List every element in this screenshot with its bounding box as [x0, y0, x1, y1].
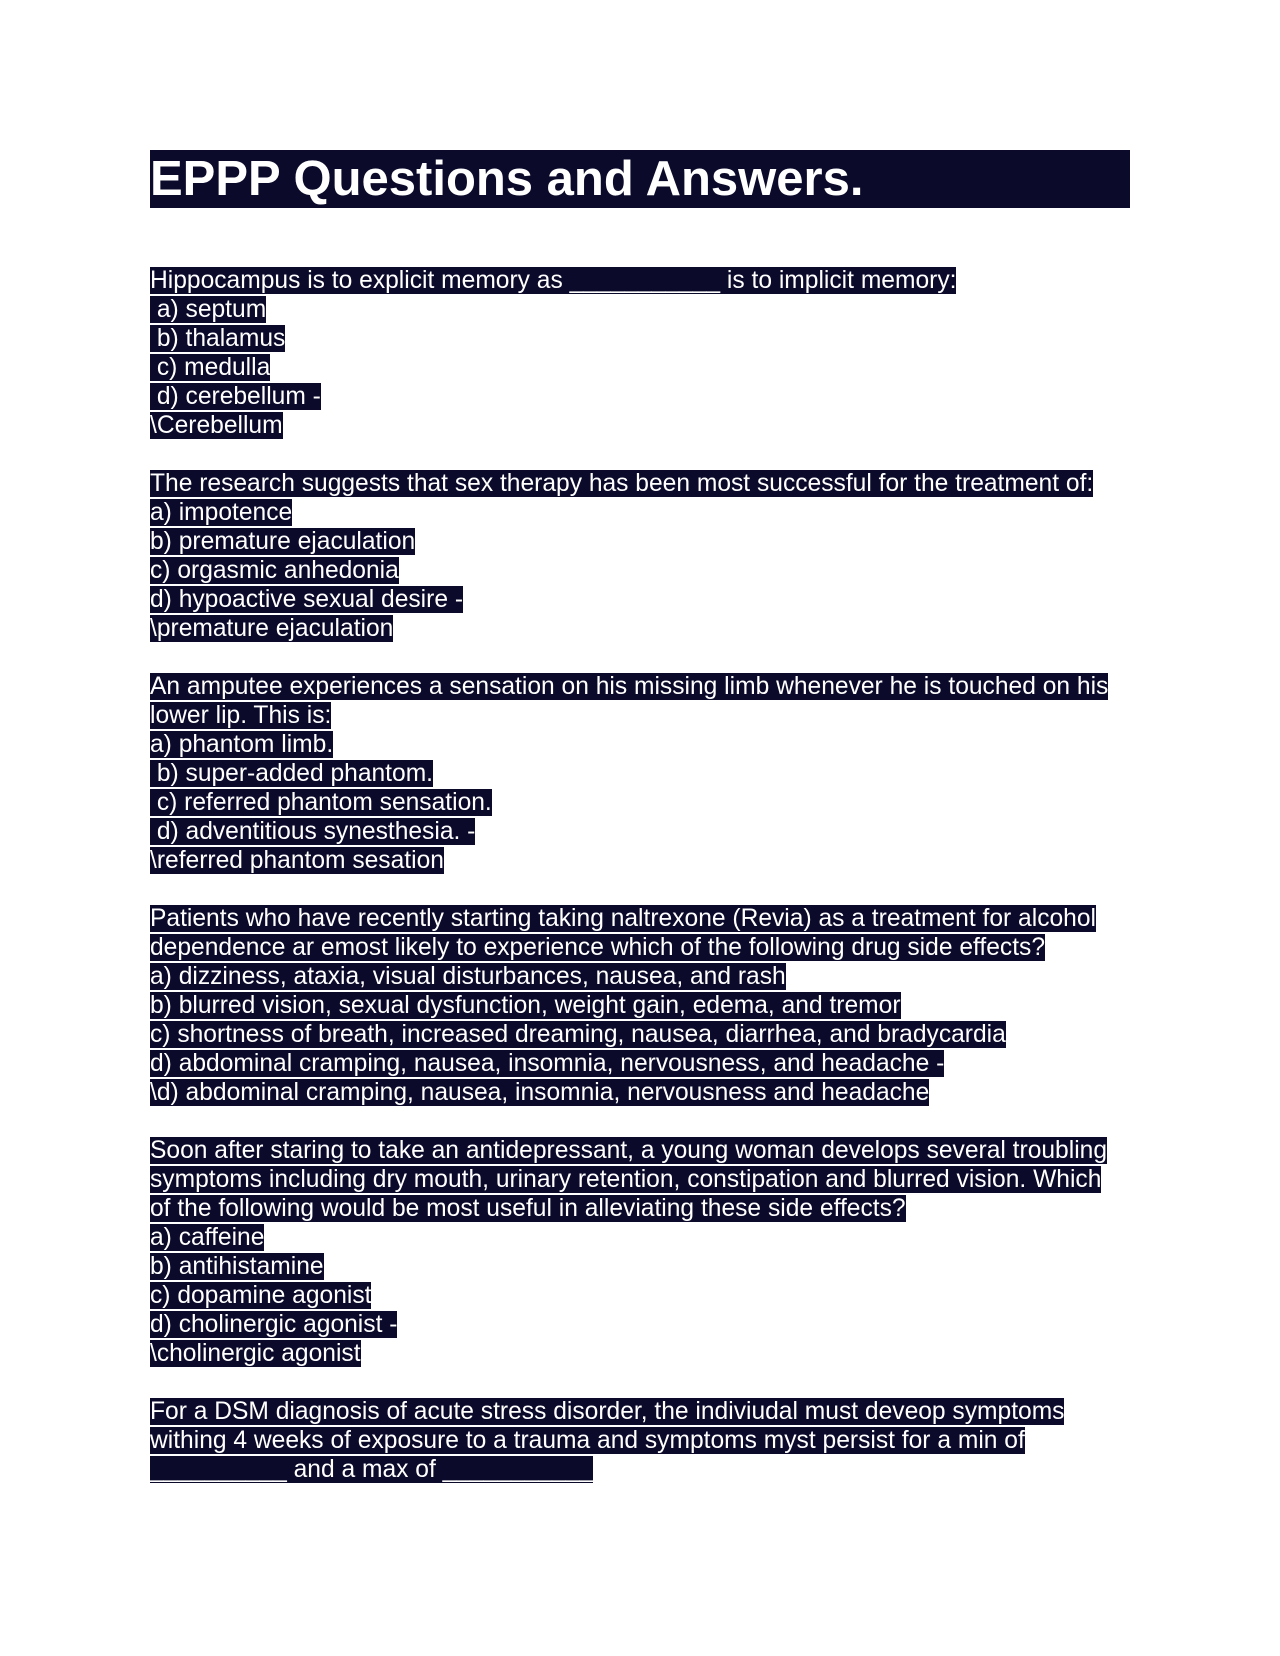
highlighted-text: d) cerebellum -	[150, 383, 321, 410]
question-block	[150, 469, 1130, 643]
question-block	[150, 672, 1130, 875]
highlighted-text: __________ and a max of ___________	[150, 1456, 594, 1483]
text-line	[150, 701, 1130, 730]
highlighted-text: a) septum	[150, 296, 267, 323]
highlighted-text: c) referred phantom sensation.	[150, 789, 492, 816]
highlighted-text: withing 4 weeks of exposure to a trauma and symptoms myst persist for a min of	[150, 1427, 1025, 1454]
highlighted-text: b) premature ejaculation	[150, 528, 416, 555]
text-line	[150, 788, 1130, 817]
highlighted-text: The research suggests that sex therapy has been most successful for the treatment of:	[150, 470, 1094, 497]
question-block	[150, 1397, 1130, 1484]
text-line	[150, 962, 1130, 991]
highlighted-text: b) blurred vision, sexual dysfunction, weight gain, edema, and tremor	[150, 992, 901, 1019]
question-list	[150, 266, 1130, 1484]
text-line	[150, 1223, 1130, 1252]
text-line	[150, 353, 1130, 382]
highlighted-text: c) medulla	[150, 354, 271, 381]
highlighted-text: For a DSM diagnosis of acute stress disorder, the indiviudal must deveop symptoms	[150, 1398, 1065, 1425]
text-line	[150, 469, 1130, 498]
text-line	[150, 1252, 1130, 1281]
text-line	[150, 556, 1130, 585]
text-line	[150, 991, 1130, 1020]
question-block	[150, 1136, 1130, 1368]
highlighted-text: a) caffeine	[150, 1224, 265, 1251]
text-line	[150, 846, 1130, 875]
text-line	[150, 759, 1130, 788]
question-block	[150, 904, 1130, 1107]
highlighted-text: a) dizziness, ataxia, visual disturbances, nausea, and rash	[150, 963, 786, 990]
document-title: EPPP Questions and Answers.	[150, 150, 1130, 208]
text-line	[150, 1339, 1130, 1368]
text-line	[150, 1078, 1130, 1107]
text-line	[150, 295, 1130, 324]
highlighted-text: lower lip. This is:	[150, 702, 332, 729]
text-line	[150, 1426, 1130, 1455]
text-line	[150, 1165, 1130, 1194]
highlighted-text: d) hypoactive sexual desire -	[150, 586, 464, 613]
highlighted-text: d) adventitious synesthesia. -	[150, 818, 476, 845]
text-line	[150, 1020, 1130, 1049]
text-line	[150, 672, 1130, 701]
text-line	[150, 585, 1130, 614]
text-line	[150, 324, 1130, 353]
text-line	[150, 1194, 1130, 1223]
text-line	[150, 382, 1130, 411]
highlighted-text: c) shortness of breath, increased dreaming, nausea, diarrhea, and bradycardia	[150, 1021, 1006, 1048]
text-line	[150, 1136, 1130, 1165]
highlighted-text: a) phantom limb.	[150, 731, 334, 758]
document-page	[150, 150, 1130, 1513]
highlighted-text: \premature ejaculation	[150, 615, 394, 642]
text-line	[150, 933, 1130, 962]
highlighted-text: b) super-added phantom.	[150, 760, 434, 787]
highlighted-text: An amputee experiences a sensation on his missing limb whenever he is touched on his	[150, 673, 1109, 700]
highlighted-text: \cholinergic agonist	[150, 1340, 361, 1367]
highlighted-text: d) abdominal cramping, nausea, insomnia, nervousness, and headache -	[150, 1050, 945, 1077]
text-line	[150, 527, 1130, 556]
text-line	[150, 1310, 1130, 1339]
highlighted-text: Patients who have recently starting taking naltrexone (Revia) as a treatment for alcohol	[150, 905, 1096, 932]
highlighted-text: of the following would be most useful in alleviating these side effects?	[150, 1195, 906, 1222]
text-line	[150, 266, 1130, 295]
text-line	[150, 1455, 1130, 1484]
text-line	[150, 1281, 1130, 1310]
text-line	[150, 498, 1130, 527]
highlighted-text: Hippocampus is to explicit memory as ___________ is to implicit memory:	[150, 267, 957, 294]
highlighted-text: d) cholinergic agonist -	[150, 1311, 398, 1338]
text-line	[150, 1049, 1130, 1078]
text-line	[150, 904, 1130, 933]
highlighted-text: dependence ar emost likely to experience which of the following drug side effects?	[150, 934, 1046, 961]
highlighted-text: b) antihistamine	[150, 1253, 324, 1280]
text-line	[150, 817, 1130, 846]
highlighted-text: Soon after staring to take an antidepressant, a young woman develops several troubling	[150, 1137, 1108, 1164]
highlighted-text: symptoms including dry mouth, urinary retention, constipation and blurred vision. Which	[150, 1166, 1102, 1193]
highlighted-text: \referred phantom sesation	[150, 847, 444, 874]
text-line	[150, 730, 1130, 759]
highlighted-text: a) impotence	[150, 499, 293, 526]
highlighted-text: c) orgasmic anhedonia	[150, 557, 399, 584]
highlighted-text: b) thalamus	[150, 325, 286, 352]
text-line	[150, 1397, 1130, 1426]
highlighted-text: \Cerebellum	[150, 412, 283, 439]
highlighted-text: \d) abdominal cramping, nausea, insomnia, nervousness and headache	[150, 1079, 930, 1106]
text-line	[150, 411, 1130, 440]
question-block	[150, 266, 1130, 440]
highlighted-text: c) dopamine agonist	[150, 1282, 372, 1309]
text-line	[150, 614, 1130, 643]
